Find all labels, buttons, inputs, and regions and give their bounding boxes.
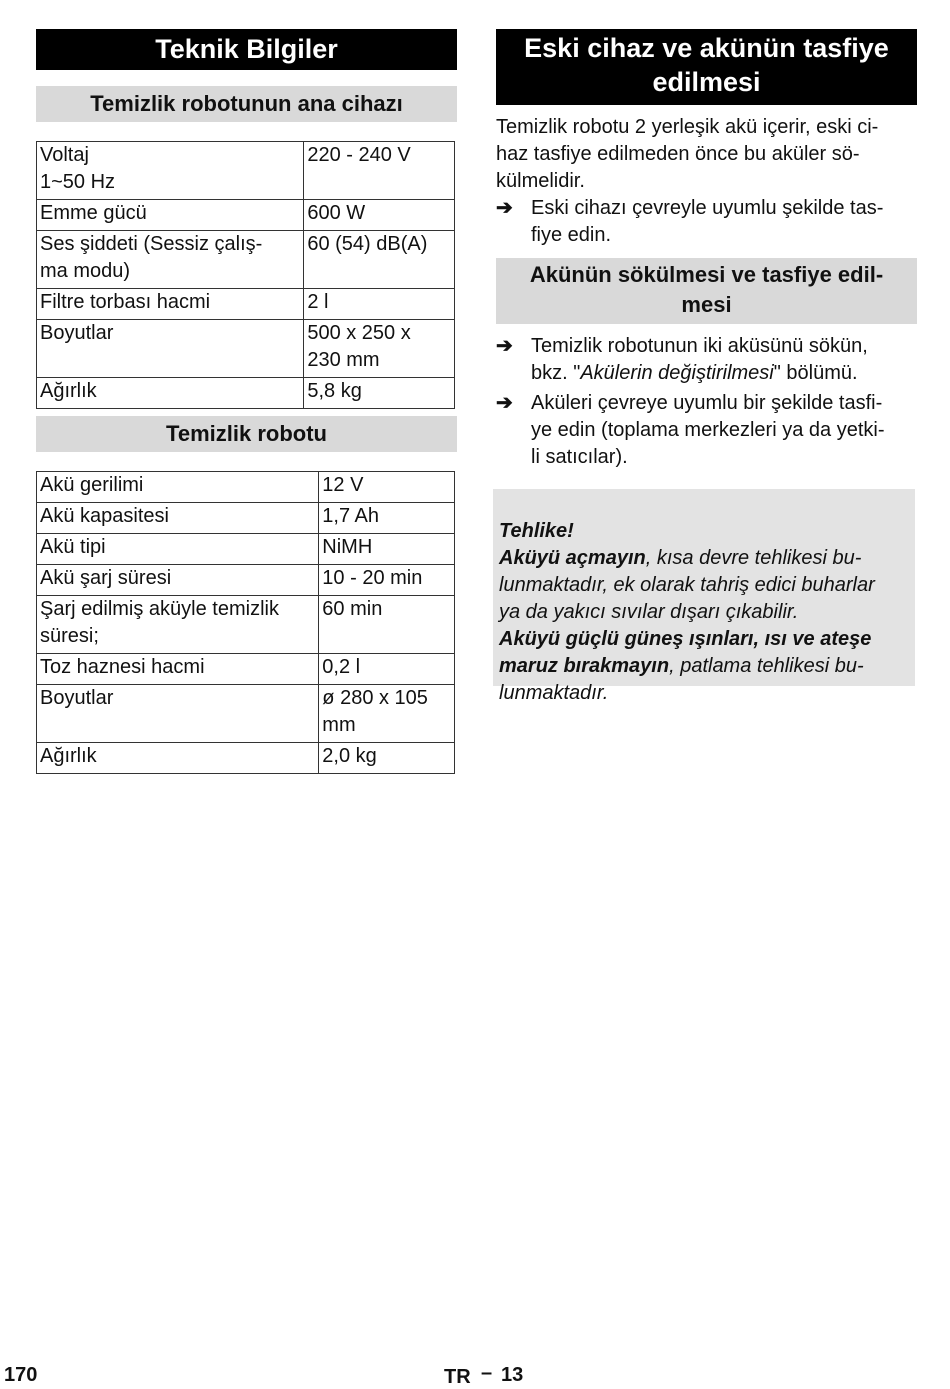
spec-value: 600 W bbox=[304, 200, 455, 231]
disposal-title: Eski cihaz ve akünün tasfiye edilmesi bbox=[496, 29, 917, 105]
spec-value: NiMH bbox=[319, 534, 455, 565]
danger-warning-2: Aküyü güçlü güneş ışınları, ısı ve ateşe maruz bırakmayın bbox=[499, 628, 872, 677]
table-row bbox=[37, 654, 455, 685]
spec-label: Emme gücü bbox=[37, 200, 304, 231]
section-heading-battery-removal: Akünün sökülmesi ve tasfiye edil- mesi bbox=[496, 258, 917, 324]
section-heading-main-unit: Temizlik robotunun ana cihazı bbox=[36, 86, 457, 122]
danger-box bbox=[493, 489, 915, 704]
table-row bbox=[37, 472, 455, 503]
arrow-right-icon: ➔ bbox=[496, 335, 513, 357]
spec-label: Filtre torbası hacmi bbox=[37, 289, 304, 320]
table-row bbox=[37, 534, 455, 565]
footer-dash: – bbox=[481, 1362, 493, 1384]
bullet-dispose-device bbox=[496, 195, 917, 249]
spec-value: 60 (54) dB(A) bbox=[304, 231, 455, 289]
arrow-right-icon: ➔ bbox=[496, 197, 513, 219]
danger-text-1: , kısa devre tehlikesi bu- lunmaktadır, ek olarak tahriş edici buharlar ya da yakıcı sıvılar dışarı çıkabilir. bbox=[499, 547, 875, 623]
spec-value: 10 - 20 min bbox=[319, 565, 455, 596]
page-number: 170 bbox=[4, 1364, 38, 1386]
footer-lang: TR bbox=[444, 1366, 471, 1388]
intro-paragraph: Temizlik robotu 2 yerleşik akü içerir, eski ci- haz tasfiye edilmeden önce bu aküler sö- külmelidir. bbox=[496, 116, 879, 192]
bullet-dispose-batteries bbox=[496, 390, 917, 471]
table-row bbox=[37, 231, 455, 289]
danger-warning-1: Aküyü açmayın bbox=[499, 547, 646, 569]
spec-label: Akü şarj süresi bbox=[37, 565, 319, 596]
spec-value: ø 280 x 105 mm bbox=[319, 685, 455, 743]
table-row bbox=[37, 200, 455, 231]
page-title: Teknik Bilgiler bbox=[36, 29, 457, 70]
spec-value: 500 x 250 x 230 mm bbox=[304, 320, 455, 378]
bullet-text: Aküleri çevreye uyumlu bir şekilde tasfi- ye edin (toplama merkezleri ya da yetki- li satıcılar). bbox=[531, 392, 885, 468]
table-row bbox=[37, 378, 455, 409]
spec-label: Akü tipi bbox=[37, 534, 319, 565]
spec-value: 12 V bbox=[319, 472, 455, 503]
bullet-text bbox=[531, 333, 917, 387]
spec-label: Akü kapasitesi bbox=[37, 503, 319, 534]
spec-label: Akü gerilimi bbox=[37, 472, 319, 503]
bullet-text-part: Temizlik robotunun iki aküsünü sökün, bkz. " bbox=[531, 335, 868, 384]
table-row bbox=[37, 565, 455, 596]
spec-value: 2,0 kg bbox=[319, 743, 455, 774]
table-row bbox=[37, 685, 455, 743]
danger-heading: Tehlike! bbox=[499, 520, 574, 542]
spec-label: Boyutlar bbox=[37, 685, 319, 743]
table-row bbox=[37, 289, 455, 320]
table-row bbox=[37, 596, 455, 654]
spec-label: Ağırlık bbox=[37, 743, 319, 774]
spec-value: 0,2 l bbox=[319, 654, 455, 685]
danger-text-2: , patlama tehlikesi bu- lunmaktadır. bbox=[499, 655, 864, 704]
section-heading-robot: Temizlik robotu bbox=[36, 416, 457, 452]
bullet-remove-batteries bbox=[496, 333, 917, 387]
spec-label: Voltaj 1~50 Hz bbox=[37, 142, 304, 200]
table-row bbox=[37, 142, 455, 200]
spec-label: Ses şiddeti (Sessiz çalış- ma modu) bbox=[37, 231, 304, 289]
spec-value: 1,7 Ah bbox=[319, 503, 455, 534]
spec-label: Boyutlar bbox=[37, 320, 304, 378]
cross-reference: Akülerin değiştirilmesi bbox=[580, 362, 774, 384]
spec-label: Toz haznesi hacmi bbox=[37, 654, 319, 685]
spec-table-main-unit bbox=[36, 141, 455, 409]
bullet-text-part: " bölümü. bbox=[773, 362, 858, 384]
spec-label: Şarj edilmiş aküyle temizlik süresi; bbox=[37, 596, 319, 654]
spec-value: 60 min bbox=[319, 596, 455, 654]
spec-table-robot bbox=[36, 471, 455, 774]
table-row bbox=[37, 320, 455, 378]
spec-value: 5,8 kg bbox=[304, 378, 455, 409]
spec-label: Ağırlık bbox=[37, 378, 304, 409]
footer-local-page: 13 bbox=[501, 1364, 524, 1386]
bullet-text: Eski cihazı çevreyle uyumlu şekilde tas- fiye edin. bbox=[531, 197, 884, 246]
table-row bbox=[37, 743, 455, 774]
spec-value: 220 - 240 V bbox=[304, 142, 455, 200]
arrow-right-icon: ➔ bbox=[496, 392, 513, 414]
table-row bbox=[37, 503, 455, 534]
spec-value: 2 l bbox=[304, 289, 455, 320]
